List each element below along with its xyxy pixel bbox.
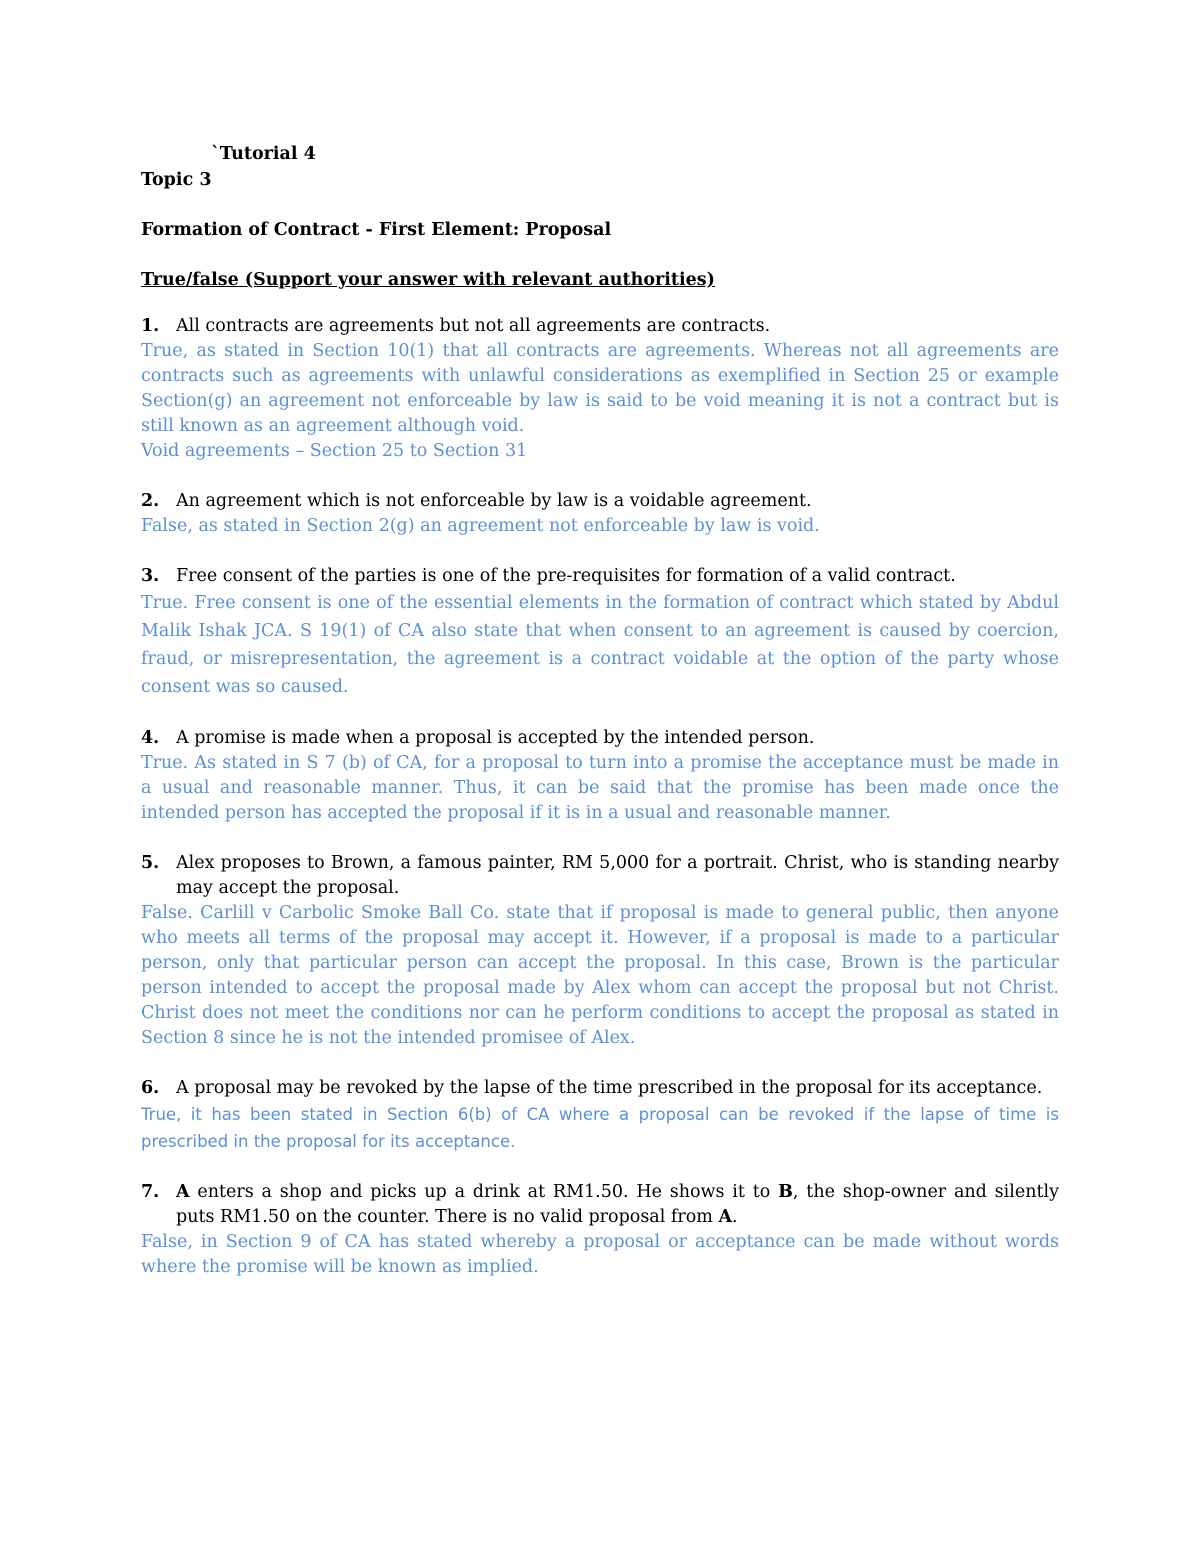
question-number: 7. [141, 1182, 160, 1202]
question-item-1 [141, 314, 1059, 464]
question-text-part: . [732, 1207, 738, 1227]
topic-label: Topic 3 [141, 170, 212, 190]
question-number: 1. [141, 316, 160, 336]
main-title: Formation of Contract - First Element: Proposal [141, 220, 612, 240]
question-text-part: , the shop-owner and silently puts RM1.50 on the counter. There is no valid proposal from [176, 1182, 1059, 1227]
answer-text: False, in Section 9 of CA has stated whereby a proposal or acceptance can be made without words where the promise will be known as implied. [141, 1232, 1059, 1277]
question-number: 3. [141, 566, 160, 586]
answer-text: False. Carlill v Carbolic Smoke Ball Co. state that if proposal is made to general public, then anyone who meets all terms of the proposal may accept it. However, if a proposal is made to a particular person, only that particular person can accept the proposal. In this case, Brown is the particular person intended to accept the proposal made by Alex whom can accept the proposal but not Christ. Christ does not meet the conditions nor can he perform conditions to accept the proposal as stated in Section 8 since he is not the intended promisee of Alex. [141, 903, 1059, 1048]
question-number: 4. [141, 728, 160, 748]
answer-note: Void agreements – Section 25 to Section 31 [141, 441, 528, 461]
question-text: Alex proposes to Brown, a famous painter, RM 5,000 for a portrait. Christ, who is standing nearby may accept the proposal. [176, 853, 1059, 898]
question-item-3 [141, 564, 1059, 701]
question-text-part: enters a shop and picks up a drink at RM1.50. He shows it to [197, 1182, 779, 1202]
question-item-5 [141, 851, 1059, 1051]
section-title: True/false (Support your answer with relevant authorities) [141, 270, 715, 290]
answer-text [141, 339, 1059, 464]
party-b-label: B [778, 1182, 793, 1202]
question-text: A promise is made when a proposal is accepted by the intended person. [176, 728, 815, 748]
question-item-4 [141, 726, 1059, 826]
answer-text: True. As stated in S 7 (b) of CA, for a proposal to turn into a promise the acceptance must be made in a usual and reasonable manner. Thus, it can be said that the promise has been made once the intended person has accepted the proposal if it is in a usual and reasonable manner. [141, 753, 1059, 823]
question-number: 6. [141, 1078, 160, 1098]
question-text: A proposal may be revoked by the lapse of the time prescribed in the proposal for its acceptance. [176, 1078, 1043, 1098]
question-number: 5. [141, 853, 160, 873]
question-item-7 [141, 1180, 1059, 1280]
answer-paragraph: True, as stated in Section 10(1) that all contracts are agreements. Whereas not all agreements are contracts such as agreements with unlawful considerations as exemplified in Section 25 or example Section(g) an agreement not enforceable by law is said to be void meaning it is not a contract but is still known as an agreement although void. [141, 341, 1059, 436]
document-header [141, 141, 1061, 292]
question-text [176, 1180, 1059, 1230]
question-list [141, 314, 1059, 1305]
question-text: All contracts are agreements but not all agreements are contracts. [176, 316, 771, 336]
party-a-label: A [176, 1182, 190, 1202]
answer-text: False, as stated in Section 2(g) an agreement not enforceable by law is void. [141, 516, 820, 536]
question-text: An agreement which is not enforceable by law is a voidable agreement. [176, 491, 812, 511]
question-item-2 [141, 489, 1059, 539]
answer-text: True. Free consent is one of the essential elements in the formation of contract which stated by Abdul Malik Ishak JCA. S 19(1) of CA also state that when consent to an agreement is caused by coercion, fraud, or misrepresentation, the agreement is a contract voidable at the option of the party whose consent was so caused. [141, 593, 1059, 697]
tutorial-title: `Tutorial 4 [211, 144, 316, 164]
question-text: Free consent of the parties is one of the pre-requisites for formation of a valid contract. [176, 566, 956, 586]
question-number: 2. [141, 491, 160, 511]
party-a-label: A [718, 1207, 733, 1227]
question-item-6 [141, 1076, 1059, 1155]
answer-text: True, it has been stated in Section 6(b) of CA where a proposal can be revoked if the lapse of time is prescribed in the proposal for its acceptance. [141, 1105, 1059, 1151]
